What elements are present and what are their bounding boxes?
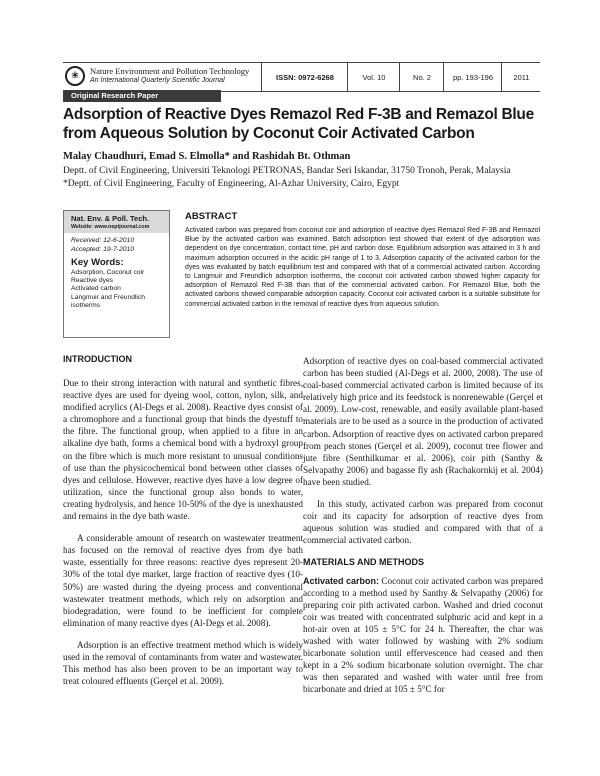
abstract-text: Activated carbon was prepared from coconut coir and adsorption of reactive dyes Remazol Red F-3B and Remazol Blue by the activated carbon was examined. Batch adsorption test showed that extent of dye adsorption was dependent on dye concentration, contact time, pH and carbon dose. Equilibrium adsorption was attained in 3 h and maximum adsorption occurred in the acidic pH range of 1 to 3. Adsorption capacity of the activated carbon for the dyes was evaluated by batch equilibrium test and compared with that of a commercial activated carbon. According to Langmuir and Freundlich adsorption isotherms, the coconut coir activated carbon showed higher capacity for adsorption of Remazol Red F-3B than that of the commercial activated carbon. For Remazol Blue, both the activated carbons showed comparable adsorption capacity. Coconut coir activated carbon is a suitable substitute for commercial activated carbon in the removal of reactive dyes from aqueous solution. [185, 227, 540, 308]
paper-type-badge: Original Research Paper [63, 90, 221, 102]
affiliation-1: Deptt. of Civil Engineering, Universiti Teknologi PETRONAS, Bandar Seri Iskandar, 31750 Tronoh, Perak, Malaysia [63, 166, 511, 176]
intro-paragraph: Due to their strong interaction with natural and synthetic fibres, reactive dyes are used for dyeing wool, cotton, nylon, silk, and modified acrylics (Al-Degs et al. 2008). Reactive dyes consist of a chromophore and a functional group that binds the dyestuff to the fibre. The functional group, when applied to a fibre in an alkaline dye bath, forms a chemical bond with a hydroxyl group on the fibre which is much more resistant to unusual conditions of use than the physicochemical bond between other classes of dyes and cellulose. However, reactive dyes have a low degree of utilization, since the functional group also bonds to water, creating hydrolysis, and hence 10-50% of the dye is unexhausted and remains in the dye bath waste. [63, 378, 303, 522]
page-range: pp. 193-196 [443, 63, 502, 91]
intro-paragraph: A considerable amount of research on wastewater treatment has focused on the removal of reactive dyes from dye bath waste, essentially for three reasons: reactive dyes represent 20-30% of the total dye market, large fraction of reactive dyes (10-50%) are wasted during the dyeing process and conventional wastewater treatment methods, which rely on adsorption and biodegradation, were found to be inefficient for complete elimination of many reactive dyes (Al-Degs et al. 2008). [63, 533, 303, 628]
paper-title: Adsorption of Reactive Dyes Remazol Red F-3B and Remazol Blue from Aqueous Solution by Coconut Coir Activated Carbon [63, 106, 534, 142]
issn: ISSN: 0972-6268 [261, 63, 348, 91]
keyword: Activated carbon [71, 285, 121, 293]
article-info-header [64, 211, 169, 233]
keywords-list [64, 268, 169, 310]
keyword: Langmuir and Freundlich [71, 293, 145, 301]
intro-continued-paragraph: In this study, activated carbon was prepared from coconut coir and its capacity for adsorption of reactive dyes from aqueous solution was studied and compared with that of a commercial activated carbon. [303, 499, 543, 546]
journal-subtitle: An International Quarterly Scientific Journal [90, 77, 225, 84]
journal-logo-icon: ❀ [65, 66, 85, 86]
volume: Vol. 10 [347, 63, 400, 91]
journal-abbreviation: Nat. Env. & Poll. Tech. [71, 214, 150, 223]
keyword: Adsorption, Coconut coir [71, 269, 145, 276]
intro-continued-paragraph: Adsorption of reactive dyes on coal-based commercial activated carbon has been studied (Al-Degs et al. 2000, 2008). The use of coal-based commercial activated carbon is limited because of its relatively high price and its feedstock is nonrenewable (Gerçel et al. 2009). Low-cost, renewable, and easily available plant-based materials are to be used as a source in the production of activated carbon. Adsorption of reactive dyes on activated carbon prepared from peach stones (Gerçel et al. 2009), coconut tree flower and jute fibre (Senthilkumar et al. 2006), coir pith (Santhy & Selvapathy 2006) and bagasse fly ash (Rachakornkij et al. 2004) have been studied. [303, 356, 543, 487]
methods-subheading: Activated carbon: [303, 575, 380, 586]
methods-text: Coconut coir activated carbon was prepared according to a method used by Santhy & Selvapathy (2006) for preparing coir pith activated carbon. Washed and dried coconut coir was treated with concentrated sulphuric acid and kept in a hot-air oven at 105 ± 5°C for 24 h. Thereafter, the char was washed with water followed by washing with 2% sodium bicarbonate solution until effervescence had ceased and then kept in a 2% sodium bicarbonate solution overnight. The char was then separated and washed with water until free from bicarbonate and dried at 105 ± 5°C for [303, 575, 543, 695]
accepted-date: Accepted: 19-7-2010 [71, 245, 135, 253]
year: 2011 [501, 63, 541, 91]
affiliation-2: *Deptt. of Civil Engineering, Faculty of Engineering, Al-Azhar University, Cairo, Egypt [63, 179, 400, 189]
abstract-heading: ABSTRACT [185, 211, 238, 222]
article-dates [64, 233, 169, 254]
article-info-box [63, 210, 170, 338]
journal-website: Website: www.neptjournal.com [71, 224, 150, 230]
right-column [303, 355, 543, 695]
methods-paragraph [303, 575, 543, 696]
journal-name: Nature Environment and Pollution Technology [90, 66, 250, 76]
methods-heading: MATERIALS AND METHODS [303, 557, 424, 568]
journal-header [63, 62, 540, 92]
issue-number: No. 2 [399, 63, 444, 91]
keyword: isotherms [71, 301, 100, 309]
journal-title-block [90, 66, 249, 86]
left-column [63, 377, 303, 687]
received-date: Received: 12-6-2010 [71, 237, 135, 244]
authors: Malay Chaudhuri, Emad S. Elmolla* and Rashidah Bt. Othman [63, 151, 351, 162]
keyword: Reactive dyes [71, 277, 114, 285]
keywords-heading: Key Words: [71, 257, 124, 268]
introduction-heading: INTRODUCTION [63, 354, 132, 364]
intro-paragraph: Adsorption is an effective treatment method which is widely used in the removal of contaminants from water and wastewater. This method has also been proven to be an important way to treat coloured effluents (Gerçel et al. 2009). [63, 639, 303, 687]
